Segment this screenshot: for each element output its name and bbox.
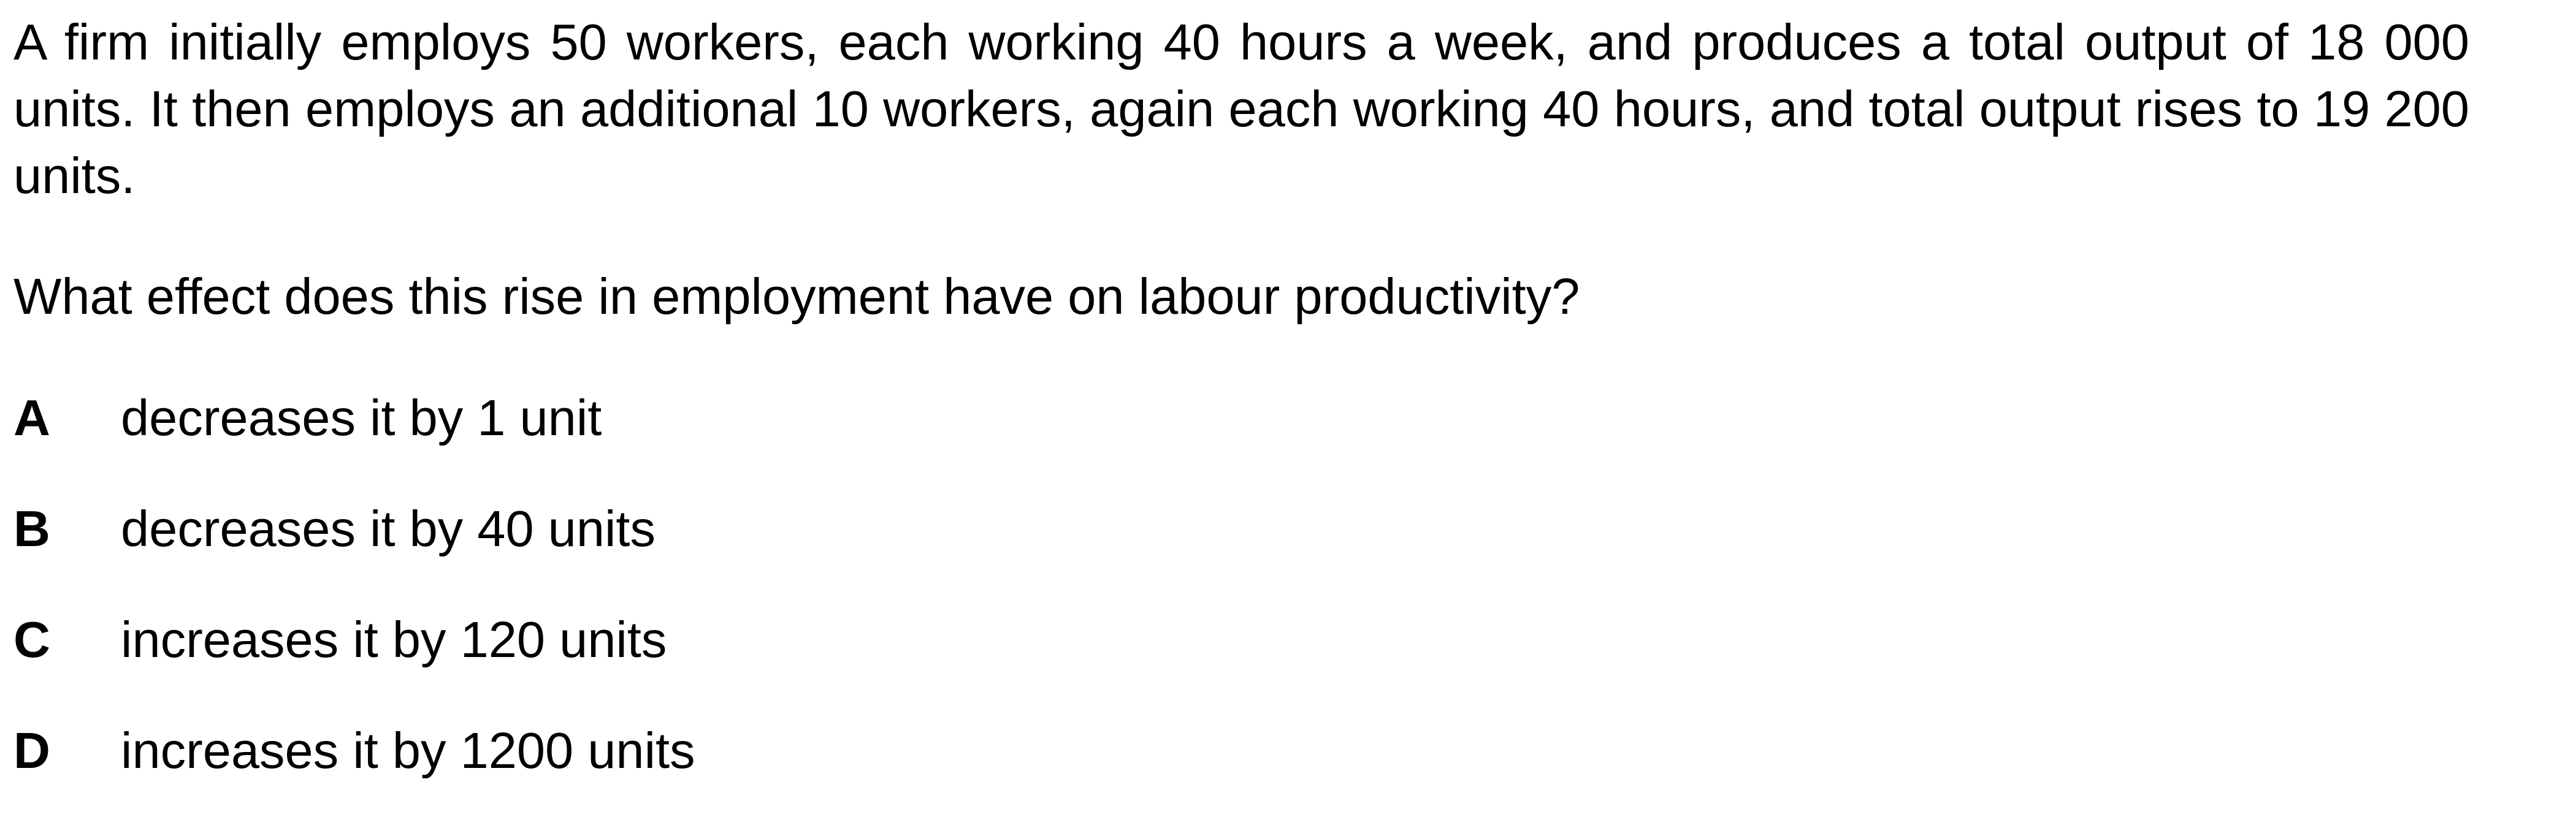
question-stem: A firm initially employs 50 workers, each working 40 hours a week, and produces a total output of 18 000 units. It then employs an additional 10 workers, again each working 40 hours, and total output rises to 19 200 units. [13, 13, 2469, 204]
option-b[interactable] [13, 495, 695, 606]
option-c[interactable] [13, 606, 695, 717]
option-letter: D [13, 722, 50, 779]
option-text: increases it by 120 units [121, 611, 667, 668]
option-a[interactable] [13, 384, 695, 495]
option-text: decreases it by 1 unit [121, 389, 602, 446]
option-letter: A [13, 389, 50, 446]
option-letter: C [13, 611, 50, 668]
answer-options [13, 384, 695, 828]
option-text: increases it by 1200 units [121, 722, 695, 779]
option-d[interactable] [13, 717, 695, 828]
option-letter: B [13, 500, 50, 557]
question-prompt: What effect does this rise in employment have on labour productivity? [13, 268, 1580, 325]
option-text: decreases it by 40 units [121, 500, 655, 557]
